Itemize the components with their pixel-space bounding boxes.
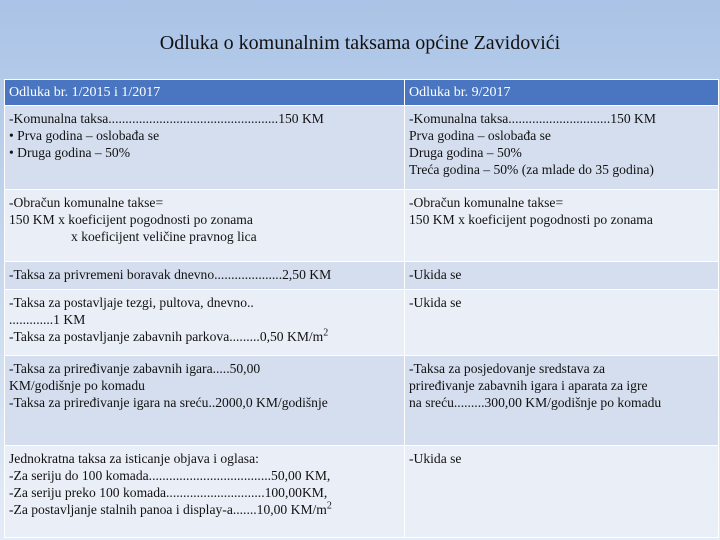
row6-left: Jednokratna taksa za isticanje objava i oglasa: -Za seriju do 100 komada....................................50,00 KM, -Za seriju preko 100 komada.............................100,00KM, -Za postavljanje stalnih panoa i display-a.......10,00 $KM/m^2$ xyxy=(5,446,405,538)
table-row xyxy=(5,356,719,446)
row1-left: -Komunalna taksa..................................................150 KM • Prva godina – oslobađa se • Druga godina – 50% xyxy=(5,106,405,190)
header-old-decision: Odluka br. 1/2015 i 1/2017 xyxy=(5,80,405,106)
row3-left: -Taksa za privremeni boravak dnevno....................2,50 KM xyxy=(5,262,405,290)
row3-right: -Ukida se xyxy=(405,262,719,290)
header-new-decision: Odluka br. 9/2017 xyxy=(405,80,719,106)
row4-right: -Ukida se xyxy=(405,290,719,356)
row5-left: -Taksa za priređivanje zabavnih igara.....50,00 KM/godišnje po komadu -Taksa za priređivanje igara na sreću..2000,0 KM/godišnje xyxy=(5,356,405,446)
row6-right: -Ukida se xyxy=(405,446,719,538)
row2-left: -Obračun komunalne takse= 150 KM x koeficijent pogodnosti po zonama x koeficijent veličine pravnog lica xyxy=(5,190,405,262)
comparison-table xyxy=(4,79,719,538)
row5-right: -Taksa za posjedovanje sredstava za priređivanje zabavnih igara i aparata za igre na sreću.........300,00 KM/godišnje po komadu xyxy=(405,356,719,446)
table-row xyxy=(5,190,719,262)
row1-right: -Komunalna taksa..............................150 KM Prva godina – oslobađa se Druga godina – 50% Treća godina – 50% (za mlade do 35 godina) xyxy=(405,106,719,190)
page-title: Odluka o komunalnim taksama općine Zavidovići xyxy=(159,32,561,54)
table-header-row xyxy=(5,80,719,106)
row4-left: -Taksa za postavljaje tezgi, pultova, dnevno.. .............1 KM -Taksa za postavljanje zabavnih parkova.........0,50 $KM/m^2$ xyxy=(5,290,405,356)
table-row xyxy=(5,262,719,290)
table-row xyxy=(5,106,719,190)
table-row xyxy=(5,446,719,538)
table-row xyxy=(5,290,719,356)
row2-right: -Obračun komunalne takse= 150 KM x koeficijent pogodnosti po zonama xyxy=(405,190,719,262)
